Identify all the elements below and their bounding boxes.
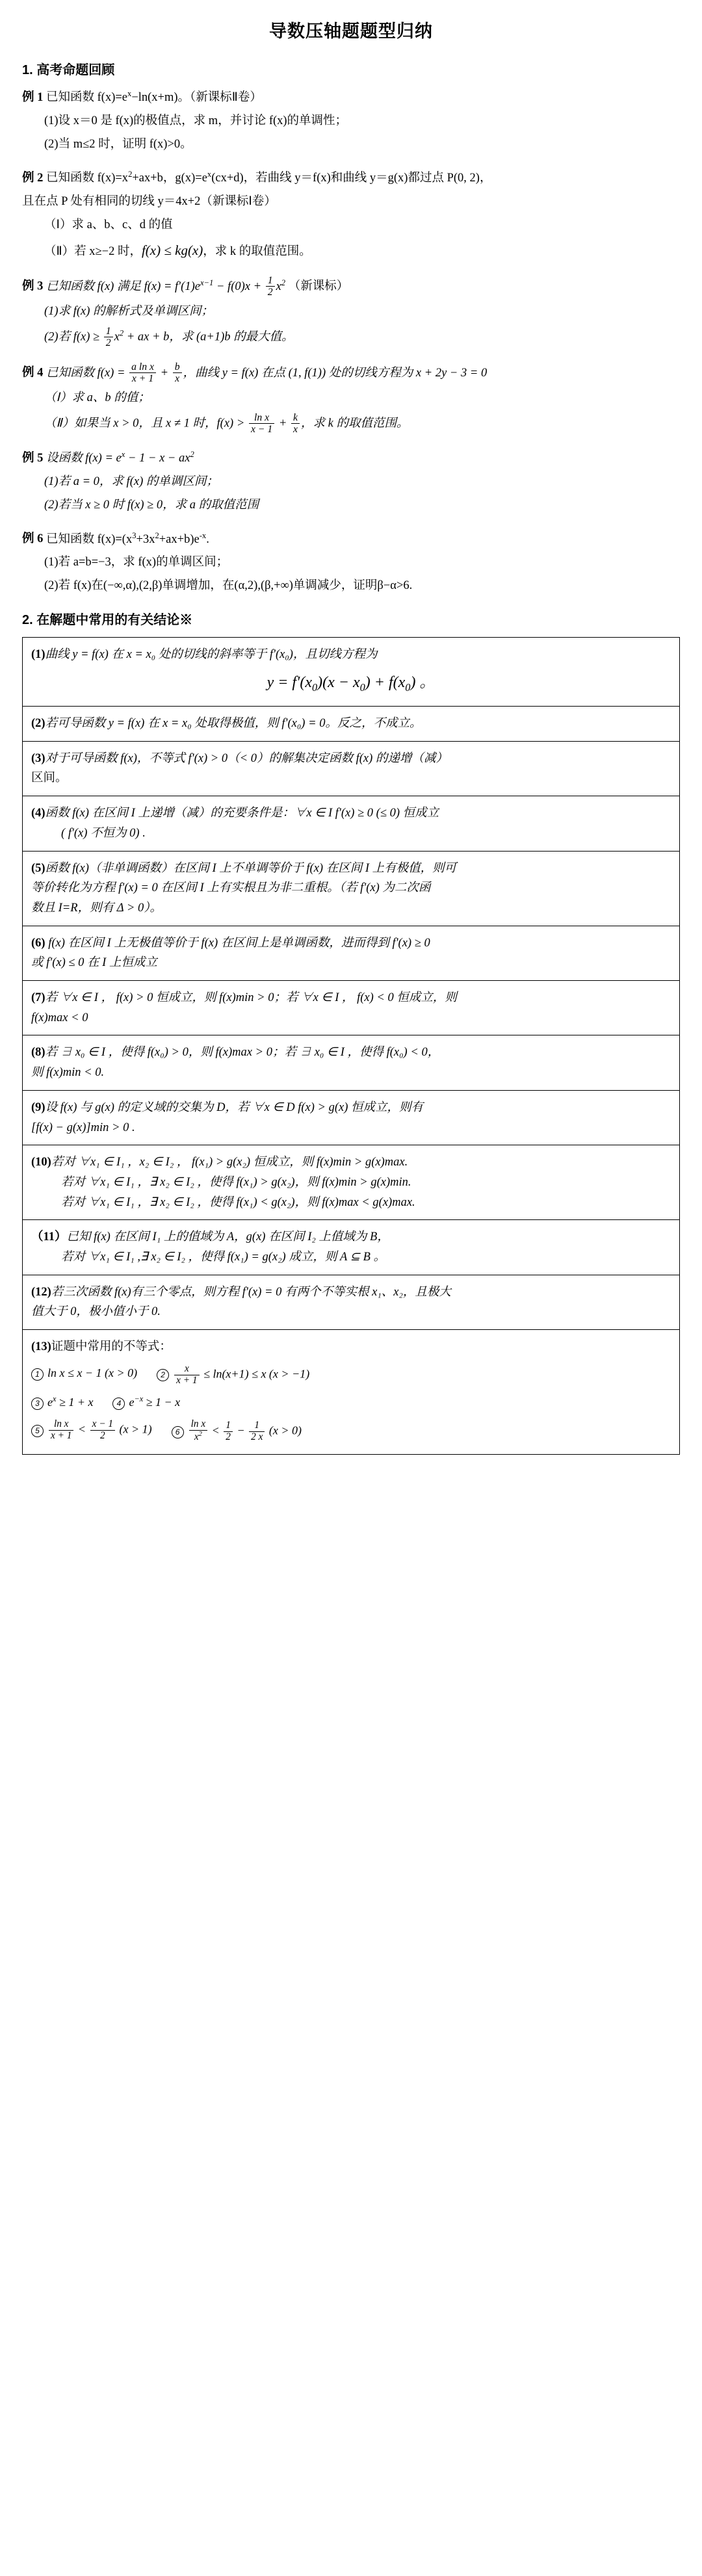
circled-number-icon: 4 bbox=[112, 1398, 125, 1410]
conclusion-5-text-1: 函数 f(x)（非单调函数）在区间 I 上不单调等价于 f(x) 在区间 I 上有极值，则可 bbox=[45, 861, 457, 875]
problem-6-part-2: (2)若 f(x)在(−∞,α),(2,β)单调增加，在(α,2),(β,+∞)单调减少，证明β−α>6. bbox=[44, 579, 413, 593]
conclusion-12-text-2: 值大于 0，极小值小于 0. bbox=[31, 1305, 161, 1319]
problem-3-part-1: (1)求 f(x) 的解析式及单调区间； bbox=[44, 304, 213, 318]
problem-3-part-2: (2)若 f(x) ≥ $\frac{1}{2}$ $x^2$ + ax + b，求 (a+1)b 的最大值。 bbox=[44, 325, 294, 348]
problem-3-stem bbox=[22, 275, 680, 298]
conclusion-11-text-2: 若对 ∀x₁ ∈ I₁ ,∃ x₂ ∈ I₂ ，使得 f(x₁) = g(x₂) 成立，则 A ⊆ B 。 bbox=[61, 1251, 386, 1264]
conclusion-8-text-2: 则 f(x)min < 0. bbox=[31, 1066, 105, 1080]
conclusion-13-text: 证题中常用的不等式： bbox=[51, 1340, 172, 1354]
problem-5-stem bbox=[22, 448, 680, 469]
conclusion-6-text-2: 或 f'(x) ≤ 0 在 I 上恒成立 bbox=[31, 956, 157, 970]
conclusion-11 bbox=[23, 1220, 680, 1275]
problem-2-label: 例 2 bbox=[22, 172, 44, 185]
section-heading-1: 1. 高考命题回顾 bbox=[22, 63, 115, 77]
conclusion-2 bbox=[23, 706, 680, 741]
table-row bbox=[23, 1145, 680, 1220]
conclusion-8-text-1: 若 ∃ x₀ ∈ I ，使得 f(x₀) > 0，则 f(x)max > 0；若 ∃ x₀ ∈ I ，使得 f(x₀) < 0， bbox=[45, 1046, 440, 1060]
table-row bbox=[23, 1275, 680, 1329]
conclusion-1-text: 曲线 y = f(x) 在 x = x₀ 处的切线的斜率等于 f'(x₀)，且切线方程为 bbox=[45, 648, 378, 662]
problem-3-label: 例 3 bbox=[22, 280, 44, 293]
problem-5-part-2: (2)若当 x ≥ 0 时 f(x) ≥ 0，求 a 的取值范围 bbox=[44, 499, 259, 512]
conclusion-6-num: (6) bbox=[31, 936, 46, 950]
problem-2-part-1: （Ⅰ）求 a、b、c、d 的值 bbox=[44, 218, 173, 232]
conclusion-9 bbox=[23, 1090, 680, 1145]
conclusion-10-num: (10) bbox=[31, 1156, 51, 1169]
problem-3-stem-text: 已知函数 f(x) 满足 $f(x) = f'(1)e^{x-1} - f(0)x$ + $\frac{1}{2}$ $x^2$ bbox=[46, 275, 286, 298]
conclusion-4-text-2: ( f'(x) 不恒为 0) . bbox=[61, 826, 146, 840]
conclusion-7-num: (7) bbox=[31, 991, 46, 1005]
conclusion-7-text-2: f(x)max < 0 bbox=[31, 1011, 88, 1024]
problem-2 bbox=[22, 168, 680, 262]
problem-1-label: 例 1 bbox=[22, 91, 44, 105]
problem-6-label: 例 6 bbox=[22, 532, 44, 546]
inequality-3: 3 $e^x \ge 1 + x$ bbox=[31, 1392, 93, 1412]
problem-6 bbox=[22, 528, 680, 596]
inequality-row-1 bbox=[31, 1364, 671, 1386]
problem-6-stem-text: 已知函数 $f(x)=(x^3+3x^2+ax+b)e^{-x}$. bbox=[46, 530, 209, 546]
problem-2-stem-text: 已知函数 $f(x)=x^2+ax+b$，$g(x)=e^x(cx+d)$，若曲线 y＝f(x)和曲线 y＝g(x)都过点 P(0, 2)， bbox=[46, 170, 492, 185]
conclusion-8-num: (8) bbox=[31, 1046, 46, 1060]
conclusion-8 bbox=[23, 1035, 680, 1090]
problem-4-part-1: （Ⅰ）求 a、b 的值； bbox=[44, 391, 150, 404]
circled-number-icon: 6 bbox=[172, 1426, 184, 1438]
inequality-1: 1 ln x ≤ x − 1 (x > 0) bbox=[31, 1364, 137, 1386]
table-row bbox=[23, 981, 680, 1035]
problem-2-part-2: （Ⅱ）若 x≥−2 时，f(x) ≤ kg(x)，求 k 的取值范围。 bbox=[44, 242, 311, 259]
conclusion-2-num: (2) bbox=[31, 716, 46, 730]
inequality-row-2 bbox=[31, 1392, 671, 1412]
inequality-6: 6 $\frac{\text{ln x}}{x^2}$ < $\frac{1}{2}$ − $\frac{1}{2 x}$ (x > 0) bbox=[172, 1419, 302, 1443]
problem-1-part-2: (2)当 m≤2 时，证明 f(x)>0。 bbox=[44, 138, 192, 151]
problem-4-part-2: （Ⅱ）如果当 x > 0，且 x ≠ 1 时，f(x) > $\frac{\text{ln x}}{x - 1}$ + $\frac{k}{x}$ ，求 k 的取值范围。 bbox=[44, 411, 409, 435]
conclusion-12-num: (12) bbox=[31, 1285, 51, 1299]
problem-4 bbox=[22, 361, 680, 435]
conclusion-1 bbox=[23, 638, 680, 707]
conclusion-3-text-1: 对于可导函数 f(x)，不等式 f'(x) > 0（< 0）的解集决定函数 f(x) 的递增（减） bbox=[45, 751, 448, 765]
problem-6-part-1: (1)若 a=b=−3，求 f(x)的单调区间； bbox=[44, 556, 229, 569]
conclusion-5-num: (5) bbox=[31, 861, 46, 875]
conclusion-11-text-1: 已知 f(x) 在区间 I₁ 上的值域为 A，g(x) 在区间 I₂ 上值域为 B， bbox=[66, 1230, 389, 1244]
table-row bbox=[23, 1090, 680, 1145]
table-row bbox=[23, 741, 680, 796]
circled-number-icon: 5 bbox=[31, 1425, 44, 1437]
conclusion-3-num: (3) bbox=[31, 751, 46, 765]
table-row bbox=[23, 706, 680, 741]
conclusion-10-text-3: 若对 ∀x₁ ∈ I₁ ，∃ x₂ ∈ I₂ ，使得 f(x₁) < g(x₂)，则 f(x)max < g(x)max. bbox=[61, 1195, 415, 1209]
conclusion-4-text-1: 函数 f(x) 在区间 I 上递增（减）的充要条件是：∀x ∈ I f'(x) ≥ 0 (≤ 0) 恒成立 bbox=[45, 807, 439, 820]
conclusion-10 bbox=[23, 1145, 680, 1220]
conclusion-10-text-2: 若对 ∀x₁ ∈ I₁ ，∃ x₂ ∈ I₂ ，使得 f(x₁) > g(x₂)，则 f(x)min > g(x)min. bbox=[61, 1175, 411, 1189]
conclusion-2-text: 若可导函数 y = f(x) 在 x = x₀ 处取得极值，则 f'(x₀) = 0。反之，不成立。 bbox=[45, 716, 422, 730]
table-row bbox=[23, 1220, 680, 1275]
problem-5-part-1: (1)若 a = 0，求 f(x) 的单调区间； bbox=[44, 475, 218, 489]
inequality-2: 2 $\frac{x}{x + 1}$ ≤ ln(x+1) ≤ x (x > −1) bbox=[157, 1364, 309, 1386]
problem-4-label: 例 4 bbox=[22, 366, 44, 380]
conclusion-1-num: (1) bbox=[31, 648, 46, 662]
problem-4-stem bbox=[22, 361, 680, 385]
conclusion-11-num: （11） bbox=[31, 1230, 67, 1244]
problem-2-stem bbox=[22, 168, 680, 189]
conclusion-5 bbox=[23, 851, 680, 926]
table-row bbox=[23, 796, 680, 851]
conclusion-9-text-1: 设 f(x) 与 g(x) 的定义域的交集为 D，若 ∀x ∈ D f(x) > g(x) 恒成立，则有 bbox=[45, 1100, 424, 1114]
table-row bbox=[23, 638, 680, 707]
inequality-row-3 bbox=[31, 1419, 671, 1443]
conclusion-12 bbox=[23, 1275, 680, 1329]
circled-number-icon: 3 bbox=[31, 1398, 44, 1410]
problem-5-stem-text: 设函数 $f(x) = e^x - 1 - x - ax^2$ bbox=[46, 450, 194, 465]
table-row bbox=[23, 1330, 680, 1455]
inequality-5: 5 $\frac{\text{ln x}}{x + 1}$ < $\frac{x - 1}{2}$ (x > 1) bbox=[31, 1419, 152, 1443]
problem-1 bbox=[22, 87, 680, 155]
problem-2-stem-cont: 且在点 P 处有相同的切线 y＝4x+2（新课标Ⅰ卷） bbox=[22, 195, 276, 209]
conclusion-7 bbox=[23, 981, 680, 1035]
conclusion-13-num: (13) bbox=[31, 1340, 51, 1354]
conclusion-1-formula: $y = f'(x_0)(x - x_0) + f(x_0)$ 。 bbox=[266, 674, 436, 694]
problem-1-stem bbox=[22, 87, 680, 108]
conclusion-5-text-3: 数且 I=R，则有 Δ > 0）。 bbox=[31, 901, 162, 915]
conclusion-3 bbox=[23, 741, 680, 796]
problem-1-part-1: (1)设 x＝0 是 f(x)的极值点，求 m，并讨论 f(x)的单调性； bbox=[44, 114, 348, 128]
conclusion-9-num: (9) bbox=[31, 1100, 46, 1114]
inequality-4: 4 $e^{-x} \ge 1 - x$ bbox=[112, 1392, 180, 1412]
conclusion-13 bbox=[23, 1330, 680, 1455]
conclusion-4 bbox=[23, 796, 680, 851]
conclusion-4-num: (4) bbox=[31, 807, 46, 820]
problem-6-stem bbox=[22, 528, 680, 549]
conclusion-10-text-1: 若对 ∀x₁ ∈ I₁ ，x₂ ∈ I₂ ， f(x₁) > g(x₂) 恒成立，则 f(x)min > g(x)max. bbox=[51, 1156, 408, 1169]
problem-5-label: 例 5 bbox=[22, 452, 44, 465]
conclusion-3-text-2: 区间。 bbox=[31, 772, 68, 785]
problem-3 bbox=[22, 275, 680, 348]
section-heading-2: 2. 在解题中常用的有关结论※ bbox=[22, 613, 193, 628]
page-title: 导数压轴题题型归纳 bbox=[269, 21, 433, 41]
circled-number-icon: 1 bbox=[31, 1368, 44, 1381]
table-row bbox=[23, 926, 680, 980]
problem-1-stem-text: 已知函数 $f(x)=e^x-\ln(x+m)$。（新课标Ⅱ卷） bbox=[46, 89, 262, 105]
circled-number-icon: 2 bbox=[157, 1369, 169, 1381]
conclusion-9-text-2: [f(x) − g(x)]min > 0 . bbox=[31, 1121, 135, 1134]
conclusion-6 bbox=[23, 926, 680, 980]
conclusion-5-text-2: 等价转化为方程 f'(x) = 0 在区间 I 上有实根且为非二重根。（若 f'(x) 为二次函 bbox=[31, 881, 431, 895]
problem-3-source: （新课标） bbox=[288, 280, 349, 293]
conclusions-table bbox=[22, 637, 680, 1455]
conclusion-6-text-1: f(x) 在区间 I 上无极值等价于 f(x) 在区间上是单调函数，进而得到 f'(x) ≥ 0 bbox=[48, 936, 430, 950]
problem-4-stem-text: 已知函数 f(x) = $\frac{\text{a ln x}}{x + 1}$ + $\frac{b}{x}$ ，曲线 y = f(x) 在点 (1, f(1)) 处的切线方程为 x + 2y − 3 = 0 bbox=[46, 361, 488, 385]
table-row bbox=[23, 1035, 680, 1090]
conclusion-7-text-1: 若 ∀x ∈ I ， f(x) > 0 恒成立，则 f(x)min > 0；若 ∀x ∈ I ， f(x) < 0 恒成立，则 bbox=[45, 991, 457, 1005]
problem-5 bbox=[22, 448, 680, 515]
conclusion-12-text-1: 若三次函数 f(x)有三个零点，则方程 f'(x) = 0 有两个不等实根 x₁、x₂，且极大 bbox=[51, 1285, 451, 1299]
table-row bbox=[23, 851, 680, 926]
